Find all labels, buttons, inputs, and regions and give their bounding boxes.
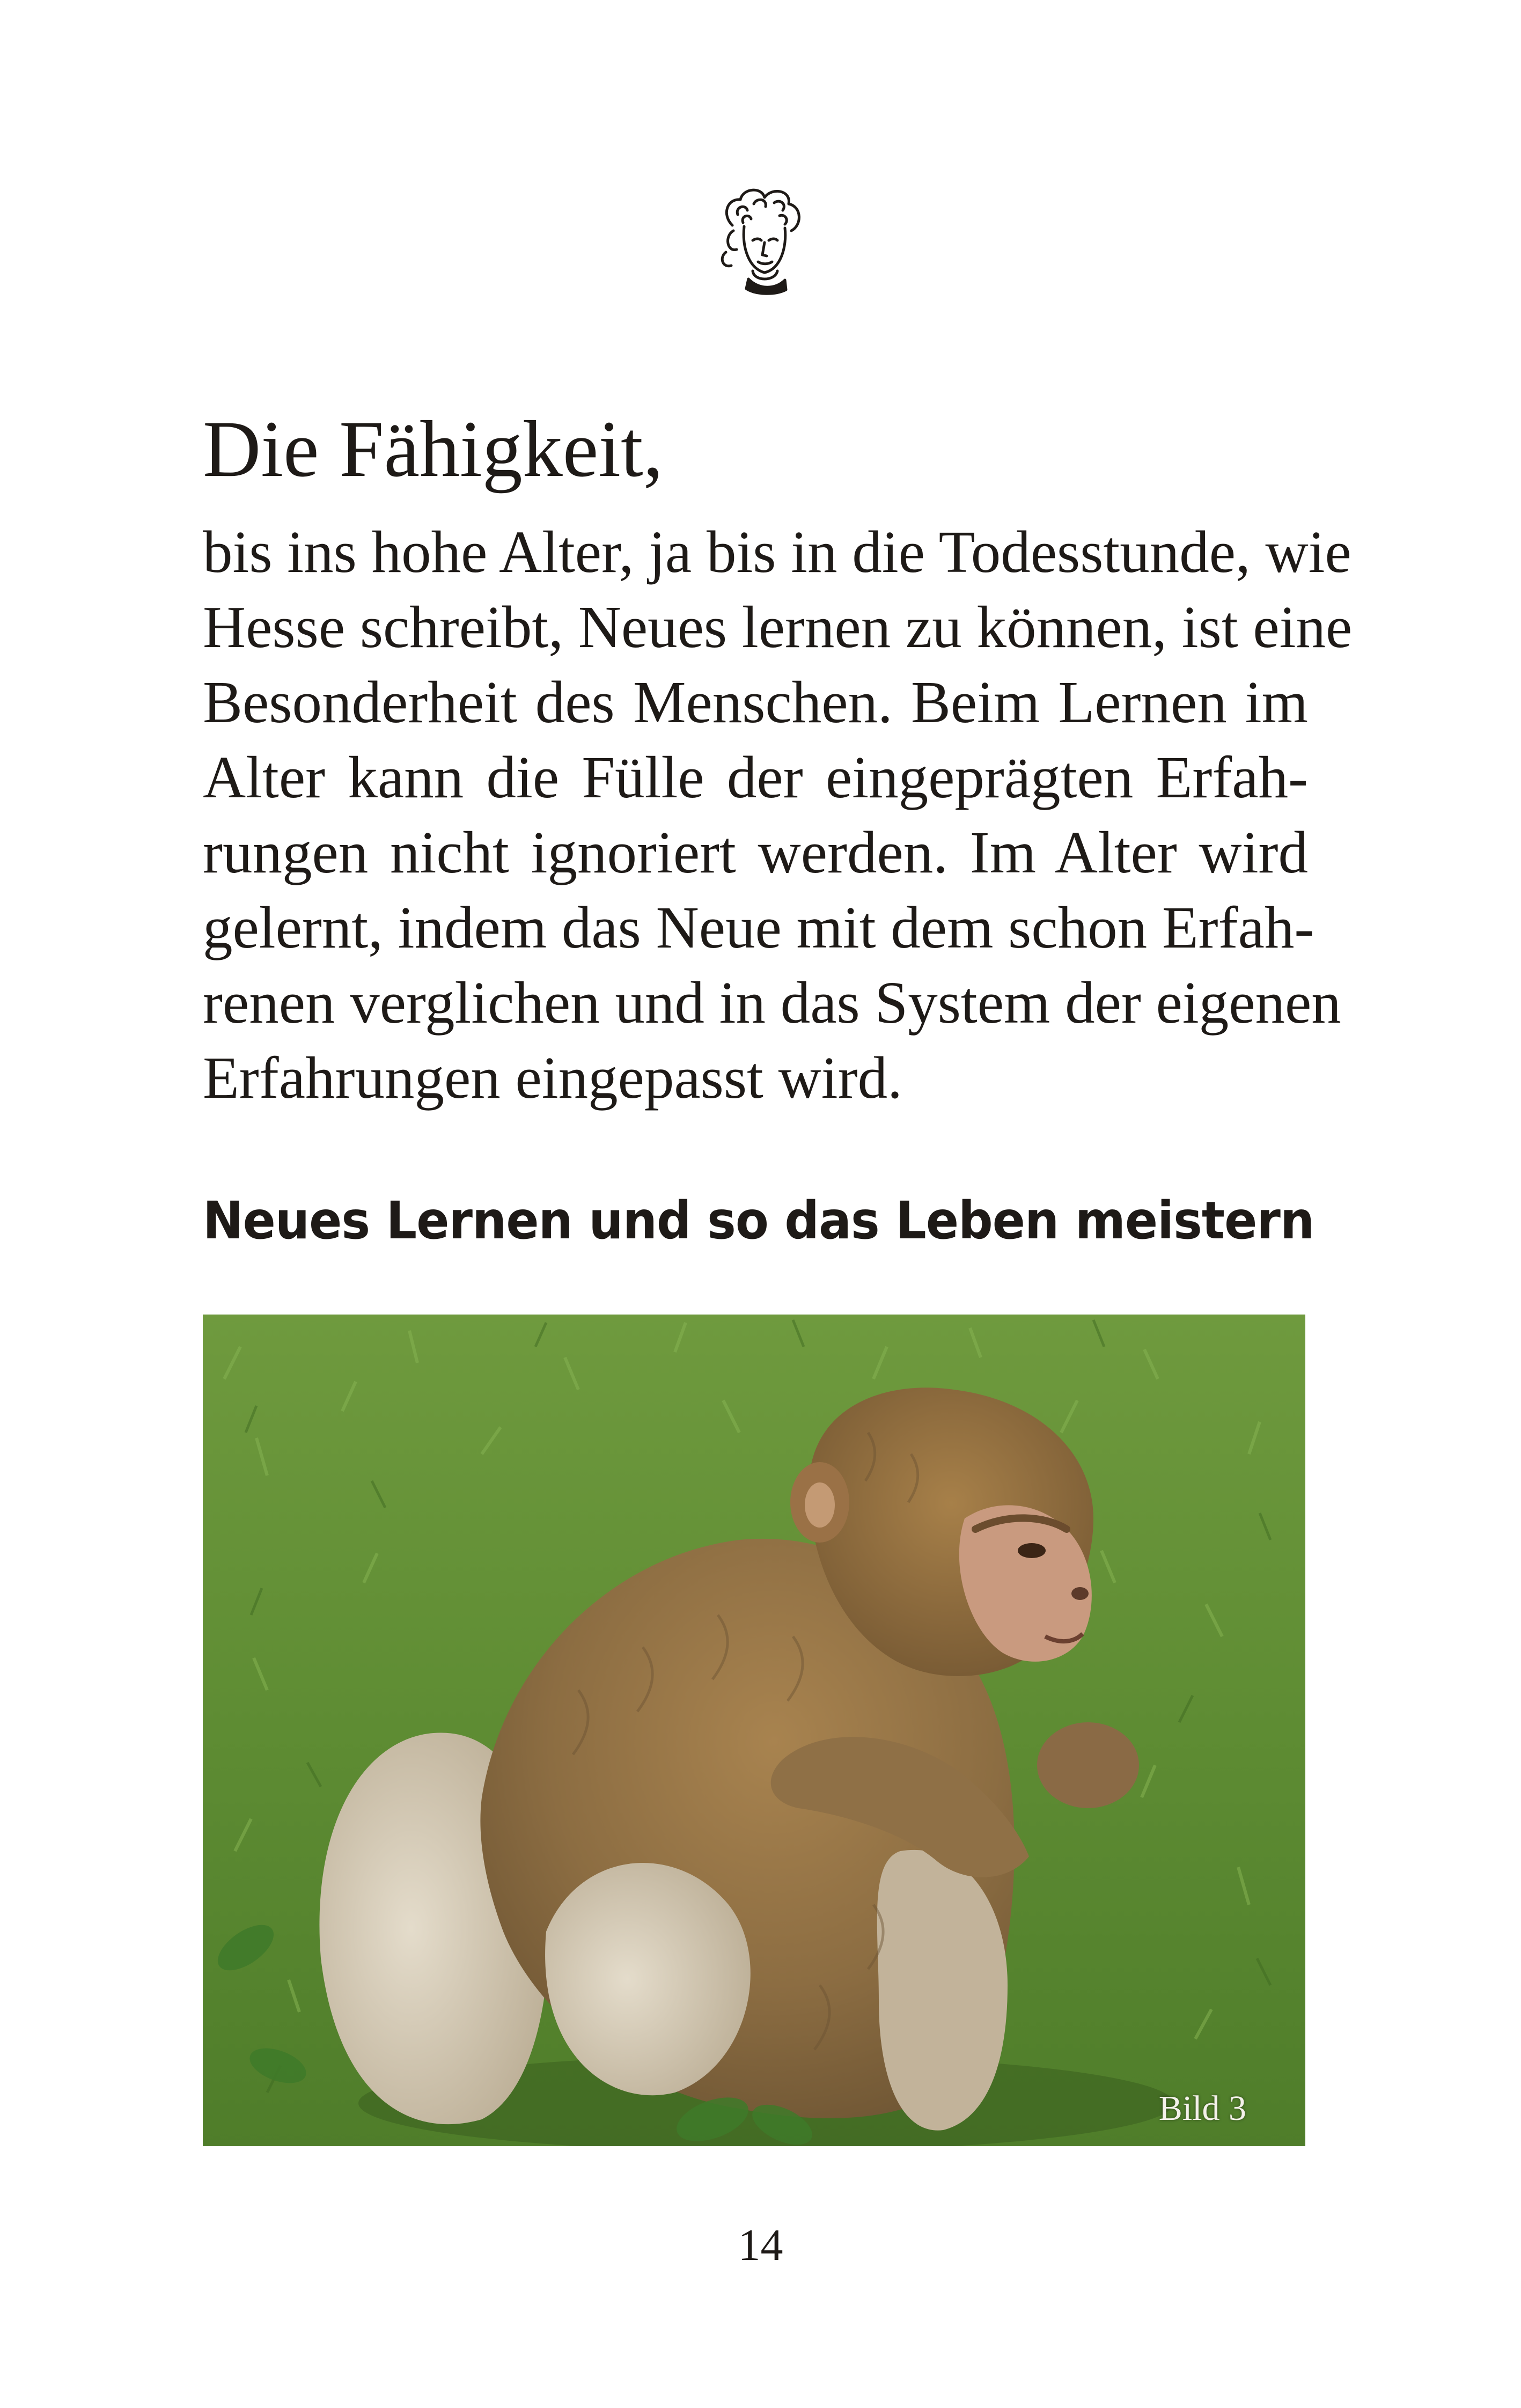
body-line: rungen nicht ignoriert werden. Im Alter wird — [203, 820, 1308, 886]
body-line: Erfahrungen eingepasst wird. — [203, 1045, 902, 1111]
body-line: Besonderheit des Menschen. Beim Lernen im — [203, 670, 1308, 736]
body-line: Hesse schreibt, Neues lernen zu können, ist eine — [203, 594, 1353, 660]
body-line: gelernt, indem das Neue mit dem schon Erfah- — [203, 895, 1314, 961]
body-line: bis ins hohe Alter, ja bis in die Todesstunde, wie — [203, 519, 1351, 585]
photo-caption: Bild 3 — [1158, 2089, 1246, 2128]
body-line: renen verglichen und in das System der eigenen — [203, 970, 1341, 1036]
section-subheading: Neues Lernen und so das Leben meistern — [203, 1191, 1314, 1251]
monkey-photo — [203, 1315, 1305, 2146]
body-line: Alter kann die Fülle der eingeprägten Erfah- — [203, 745, 1308, 811]
page-number: 14 — [738, 2220, 783, 2270]
page-heading: Die Fähigkeit, — [203, 405, 664, 494]
body-paragraph — [203, 515, 1353, 1116]
head-portrait-icon — [711, 182, 813, 295]
